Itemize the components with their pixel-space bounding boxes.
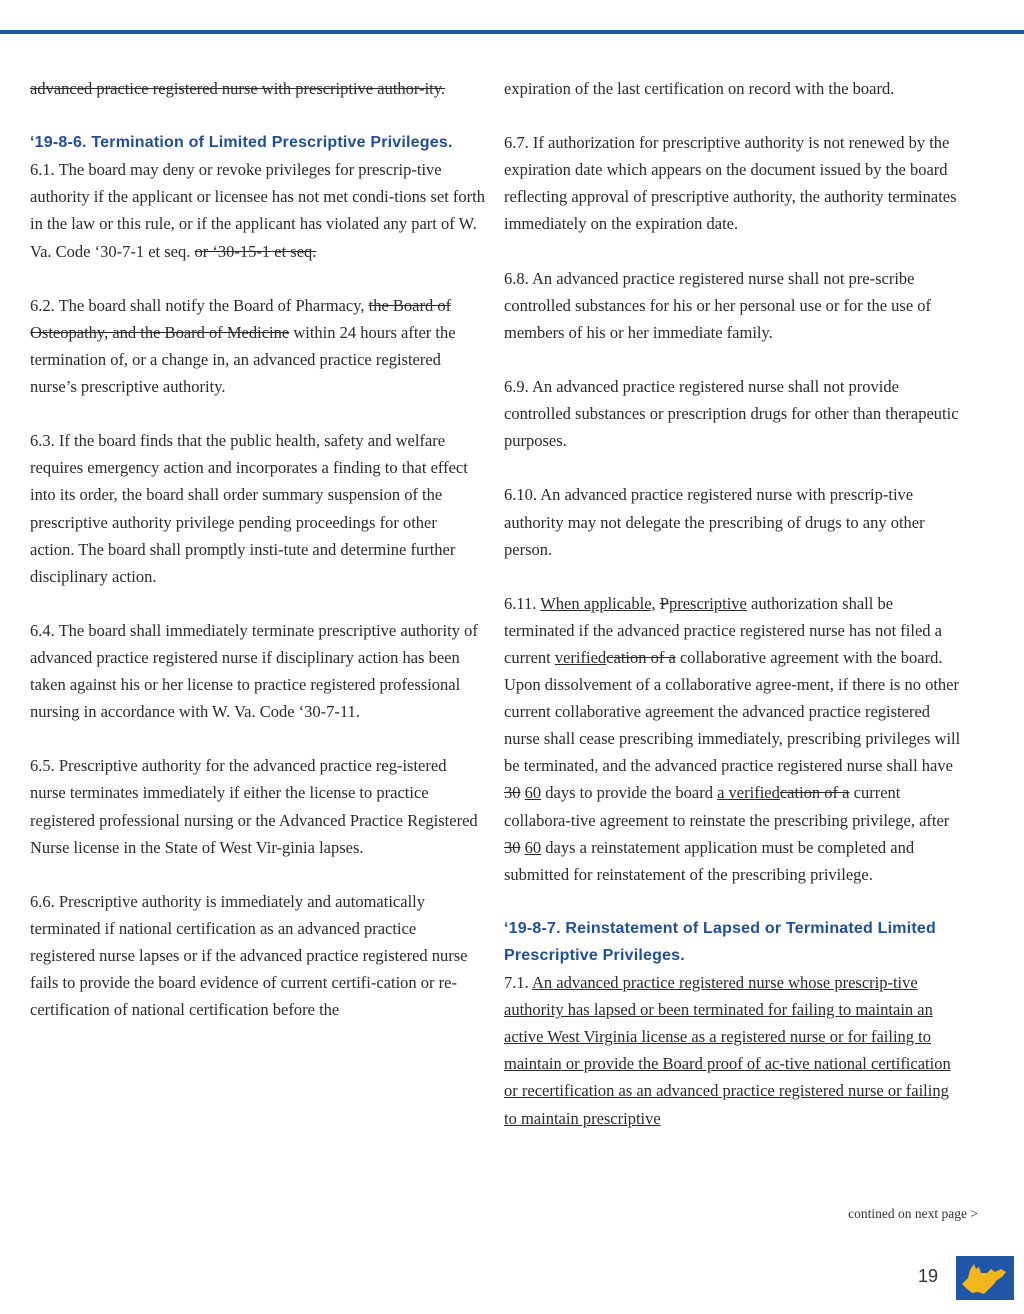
inserted-text: 60: [524, 783, 542, 803]
continued-next-page-note: contined on next page >: [848, 1206, 978, 1221]
inserted-text: An advanced practice registered nurse whose prescrip-tive authority has lapsed or been terminated for failing to maintain an active West Virginia license as a registered nurse or for failing to maintain or provide the Board proof of ac-tive national certification or recertification as an advanced practice registered nurse or failing to maintain prescriptive: [504, 973, 951, 1128]
struck-text: cation of a: [779, 783, 850, 803]
paragraph-6-3: 6.3. If the board finds that the public health, safety and welfare requires emergency action and incorporates a finding to that effect into its order, the board shall order summary suspension of the prescriptive authority privilege pending proceedings for other action. The board shall promptly insti-tute and determine further disciplinary action.: [30, 431, 468, 586]
paragraph-6-7: 6.7. If authorization for prescriptive authority is not renewed by the expiration date which appears on the document issued by the board reflecting approval of prescriptive authority, the authority terminates immediately on the expiration date.: [504, 133, 957, 234]
paragraph-6-2: 6.2. The board shall notify the Board of Pharmacy, the Board of Osteopathy, and the Board of Medicine within 24 hours after the termination of, or a change in, an advanced practice registered nurse’s prescriptive authority.: [30, 295, 456, 397]
struck-text: 30: [504, 837, 521, 857]
left-column: [30, 75, 485, 1023]
continued-fragment: [30, 75, 485, 102]
struck-text: advanced practice registered nurse with prescriptive author-ity.: [30, 79, 446, 98]
paragraph-7-1: 7.1. An advanced practice registered nurse whose prescrip-tive authority has lapsed or been terminated for failing to maintain an active West Virginia license as a registered nurse or for failing to maintain or provide the Board proof of ac-tive national certification or recertification as an advanced practice registered nurse or failing to maintain prescriptive: [504, 973, 951, 1128]
top-accent-bar: [0, 30, 1024, 34]
section-heading-19-8-6: ‘19-8-6. Termination of Limited Prescriptive Privileges.: [30, 134, 453, 152]
paragraph-6-6-continued: expiration of the last certification on record with the board.: [504, 79, 895, 98]
section-heading-19-8-7: ‘19-8-7. Reinstatement of Lapsed or Terminated Limited Prescriptive Privileges.: [504, 919, 936, 964]
struck-text: the Board of Osteopathy, and the Board of Medicine: [30, 295, 452, 342]
page-number: 19: [918, 1266, 939, 1286]
paragraph-6-6: 6.6. Prescriptive authority is immediately and automatically terminated if national certification as an advanced practice registered nurse lapses or if the advanced practice registered nurse fails to provide the board evidence of current certifi-cation or re-certification of national certification before the: [30, 891, 468, 1020]
inserted-text: prescriptive: [668, 593, 747, 613]
inserted-text: When applicable,: [540, 593, 656, 613]
paragraph-6-4: 6.4. The board shall immediately terminate prescriptive authority of advanced practice registered nurse if disciplinary action has been taken against his or her license to practice registered professional nursing in accordance with W. Va. Code ‘30-7-11.: [30, 620, 478, 722]
right-column: [504, 75, 964, 1132]
paragraph-6-1: 6.1. The board may deny or revoke privileges for prescrip-tive authority if the applicant or licensee has not met condi-tions set forth in the law or this rule, or if the applicant has violated any part of W. Va. Code ‘30-7-1 et seq. or ‘30-15-1 et seq.: [30, 160, 485, 261]
struck-text: 30: [504, 783, 521, 803]
struck-text: cation of a: [606, 647, 676, 667]
inserted-text: a verified: [717, 783, 780, 803]
paragraph-6-8: 6.8. An advanced practice registered nurse shall not pre-scribe controlled substances for his or her personal use or for the use of members of his or her immediate family.: [504, 268, 932, 342]
struck-text: P: [659, 593, 669, 613]
struck-text: or ‘30-15-1 et seq.: [194, 241, 317, 261]
west-virginia-state-icon: [956, 1256, 1014, 1300]
paragraph-6-5: 6.5. Prescriptive authority for the advanced practice reg-istered nurse terminates immediately if either the license to practice registered professional nursing or the Advanced Practice Registered Nurse license in the State of West Vir-ginia lapses.: [30, 756, 478, 857]
paragraph-6-10: 6.10. An advanced practice registered nurse with prescrip-tive authority may not delegate the prescribing of drugs to any other person.: [504, 485, 925, 559]
inserted-text: verified: [554, 647, 607, 667]
inserted-text: 60: [524, 837, 542, 857]
paragraph-6-9: 6.9. An advanced practice registered nurse shall not provide controlled substances or prescription drugs for other than therapeutic purposes.: [504, 377, 959, 451]
west-virginia-state-shape: [956, 1256, 1014, 1300]
paragraph-6-11: 6.11. When applicable, Pprescriptive authorization shall be terminated if the advanced practice registered nurse has not filed a current verifiedcation of a collaborative agreement with the board. Upon dissolvement of a collaborative agree-ment, if there is no other current collaborative agreement the advanced practice registered nurse shall cease prescribing immediately, prescribing privileges will be terminated, and the advanced practice registered nurse shall have 30 60 days to provide the board a verifiedcation of a current collabora-tive agreement to reinstate the prescribing privilege, after 30 60 days a reinstatement application must be completed and submitted for reinstatement of the prescribing privilege.: [504, 593, 961, 884]
